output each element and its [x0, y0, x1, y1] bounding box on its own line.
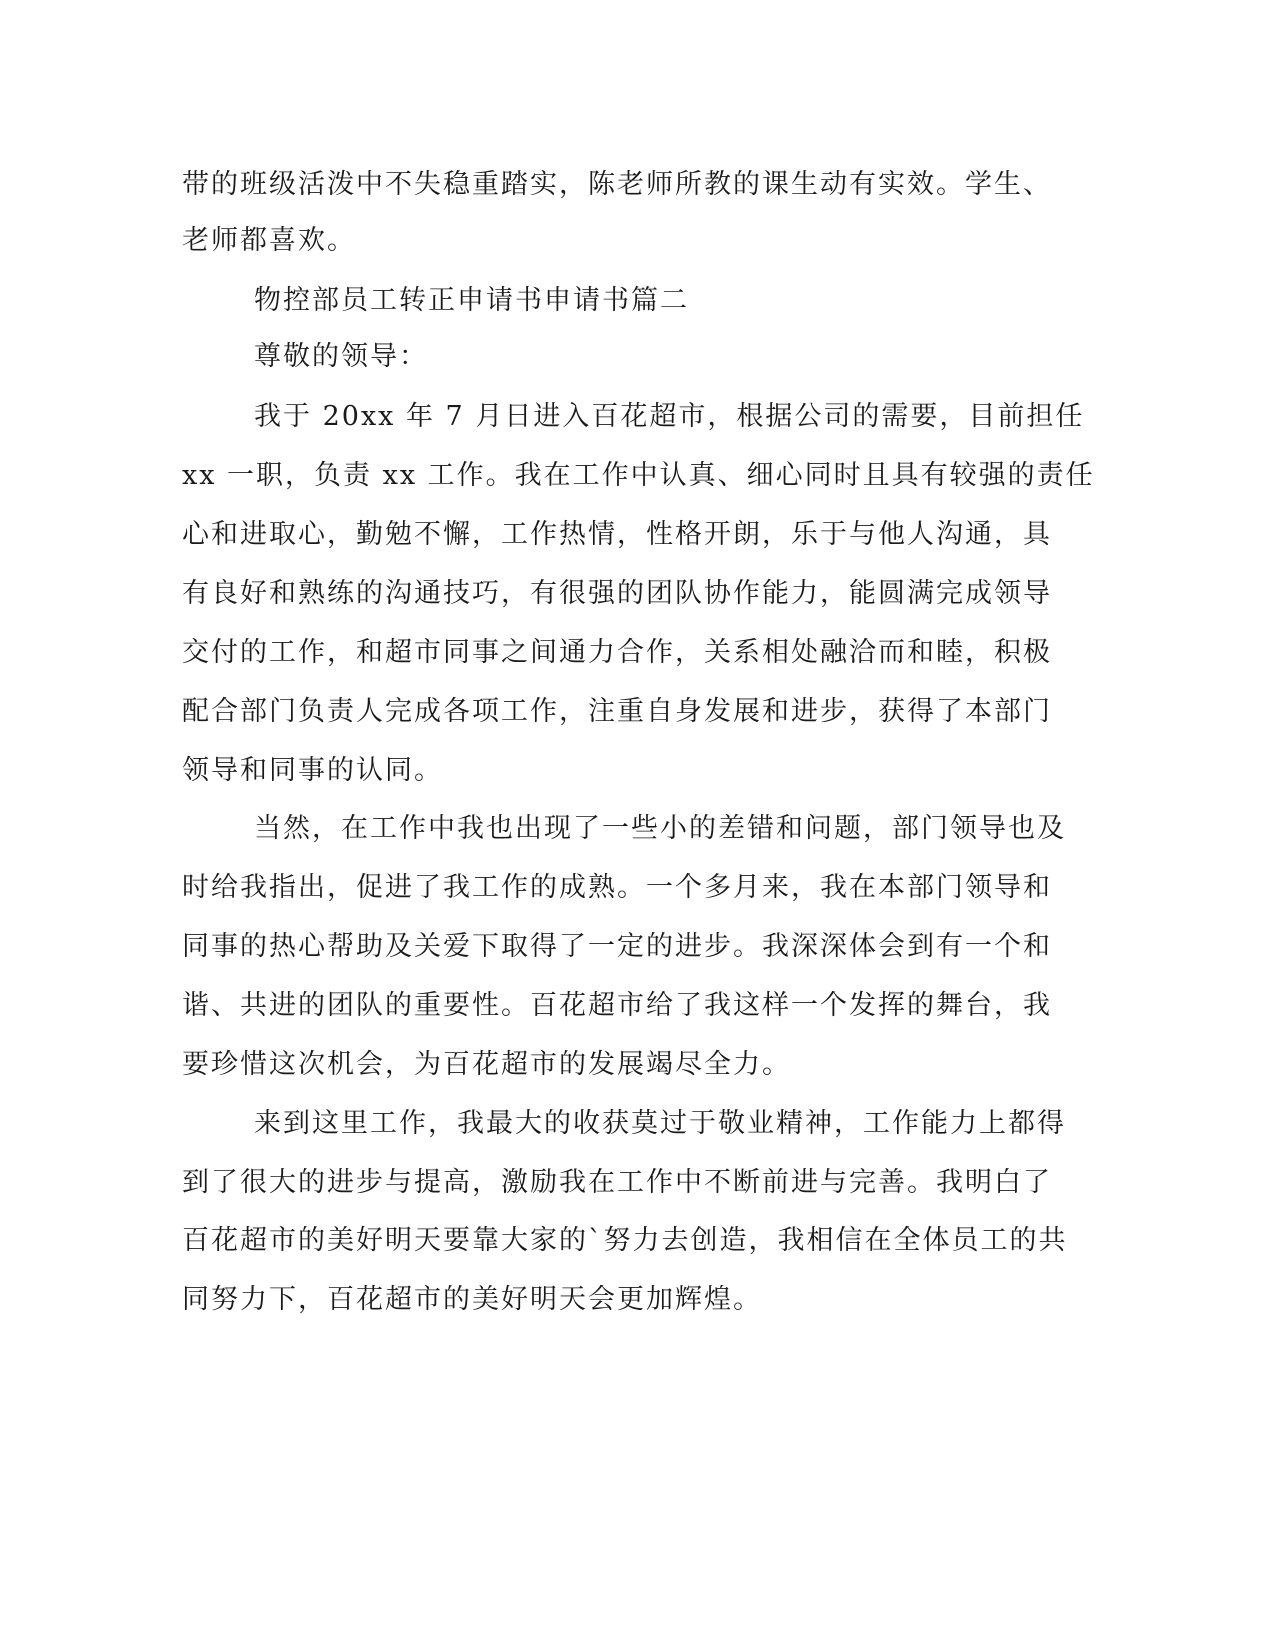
text-line: 交付的工作，和超市同事之间通力合作，关系相处融洽而和睦，积极 [182, 637, 1052, 668]
text-line: xx 一职，负责 xx 工作。我在工作中认真、细心同时且具有较强的责任 [182, 460, 1095, 491]
text-line: 百花超市的美好明天要靠大家的`努力去创造，我相信在全体员工的共 [182, 1225, 1068, 1256]
salutation: 尊敬的领导： [254, 341, 428, 372]
text-line: 老师都喜欢。 [182, 225, 356, 256]
text-line: 同努力下，百花超市的美好明天会更加辉煌。 [182, 1284, 762, 1315]
text-line: 要珍惜这次机会，为百花超市的发展竭尽全力。 [182, 1049, 791, 1080]
text-line: 领导和同事的认同。 [182, 755, 443, 786]
text-line: 配合部门负责人完成各项工作，注重自身发展和进步，获得了本部门 [182, 696, 1052, 727]
text-line: 当然，在工作中我也出现了一些小的差错和问题，部门领导也及 [254, 813, 1066, 844]
section-title: 物控部员工转正申请书申请书篇二 [254, 285, 689, 316]
text-line: 谐、共进的团队的重要性。百花超市给了我这样一个发挥的舞台，我 [182, 990, 1052, 1021]
text-line: 到了很大的进步与提高，激励我在工作中不断前进与完善。我明白了 [182, 1167, 1052, 1198]
text-line: 心和进取心，勤勉不懈，工作热情，性格开朗，乐于与他人沟通，具 [182, 519, 1052, 550]
text-line: 有良好和熟练的沟通技巧，有很强的团队协作能力，能圆满完成领导 [182, 578, 1052, 609]
text-line: 带的班级活泼中不失稳重踏实，陈老师所教的课生动有实效。学生、 [182, 169, 1052, 200]
text-line: 同事的热心帮助及关爱下取得了一定的进步。我深深体会到有一个和 [182, 931, 1052, 962]
text-line: 时给我指出，促进了我工作的成熟。一个多月来，我在本部门领导和 [182, 872, 1052, 903]
text-line: 我于 20xx 年 7 月日进入百花超市，根据公司的需要，目前担任 [254, 401, 1085, 432]
text-line: 来到这里工作，我最大的收获莫过于敬业精神，工作能力上都得 [254, 1108, 1066, 1139]
